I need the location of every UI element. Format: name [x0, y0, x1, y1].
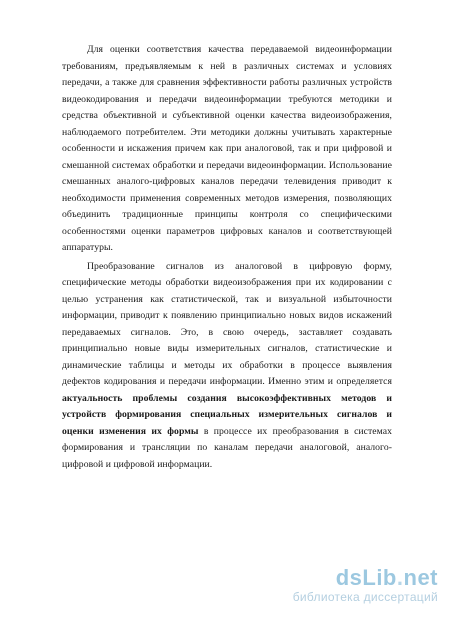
document-page — [62, 42, 392, 473]
paragraph-2-end-text: в процессе их преобразования в системах формирования и трансляции по каналам передачи аналоговой, аналого-цифровой и цифровой информации. — [62, 425, 392, 470]
paragraph-1: Для оценки соответствия качества передаваемой видеоинформации требованиям, предъявляемым к ней в различных системах и условиях передачи, а также для сравнения эффективности работы различных устройств видеокодирования и передачи видеоинформации требуются методики и средства объективной и субъективной оценки качества видеоизображения, наблюдаемого потребителем. Эти методики должны учитывать характерные особенности и искажения причем как при аналоговой, так и при цифровой и смешанной системах обработки и передачи видеоинформации. Использование смешанных аналого-цифровых каналов передачи телевидения приводит к необходимости применения современных методов измерения, позволяющих объединить традиционные принципы контроля со специфическими особенностями оценки параметров цифровых каналов и соответствующей аппаратуры. — [62, 44, 392, 253]
logo-ds: ds — [335, 565, 363, 590]
logo-lib: Lib — [362, 565, 397, 590]
paragraph-2-text: Преобразование сигналов из аналоговой в цифровую форму, специфические методы обработки видеоизображения при их кодировании с целью устранения как статистической, так и визуальной избыточности информации, приводит к появлению принципиально новых видов искажений передаваемых сигналов. Это, в свою очередь, заставляет создавать принципиально новые виды измерительных сигналов, статистические и динамические таблицы и методы их обработки в процессе выявления дефектов кодирования и передачи информации. Именно этим и определяется — [62, 260, 392, 387]
watermark-subtitle: библиотека диссертаций — [292, 590, 438, 604]
paragraph-2-bold-text: актуальность проблемы создания высокоэффективных методов и устройств формирования специальных измерительных сигналов и оценки изменения их формы — [62, 392, 392, 437]
watermark-logo — [266, 566, 446, 590]
paragraph-2 — [62, 259, 392, 474]
dslib-watermark — [266, 566, 446, 604]
logo-dot: . — [396, 565, 404, 590]
logo-net: net — [403, 565, 438, 590]
